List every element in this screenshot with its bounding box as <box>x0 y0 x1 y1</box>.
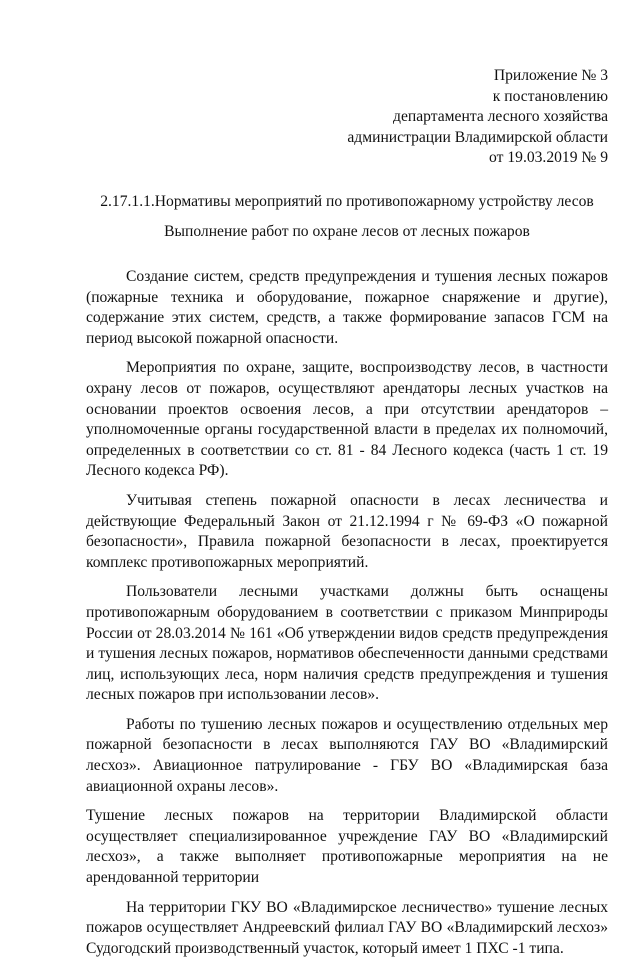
paragraph-territory: На территории ГКУ ВО «Владимирское лесничество» тушение лесных пожаров осуществляет Андреевский филиал ГАУ ВО «Владимирский лесхоз» Судогодский производственный участок, который имеет 1 ПХС -1 типа. <box>86 898 608 957</box>
document-body <box>86 267 608 968</box>
appendix-header <box>347 66 608 169</box>
paragraph-firefighting: Работы по тушению лесных пожаров и осуществлению отдельных мер пожарной безопасности в лесах выполняются ГАУ ВО «Владимирский лесхоз». Авиационное патрулирование - ГБУ ВО «Владимирская база авиационной охраны лесов». <box>86 715 608 795</box>
paragraph-measures: Мероприятия по охране, защите, воспроизводству лесов, в частности охрану лесов от пожаров, осуществляют арендаторы лесных участков на основании проектов освоения лесов, а при отсутствии арендаторов – уполномоченные органы государственной власти в пределах их полномочий, определенных в соответствии со ст. 81 - 84 Лесного кодекса (часть 1 ст. 19 Лесного кодекса РФ). <box>86 359 608 480</box>
header-line-department: департамента лесного хозяйства <box>393 108 608 126</box>
paragraph-equipment: Пользователи лесными участками должны быть оснащены противопожарным оборудованием в соответствии с приказом Минприроды России от 28.03.2014 № 161 «Об утверждении видов средств предупреждения и тушения лесных пожаров, нормативов обеспеченности данными средствами лиц, использующих леса, норм наличия средств предупреждения и тушения лесных пожаров при использовании лесов». <box>86 583 608 704</box>
paragraph-systems: Создание систем, средств предупреждения и тушения лесных пожаров (пожарные техника и оборудование, пожарное снаряжение и другие), содержание этих систем, средств, а также формирование запасов ГСМ на период высокой пожарной опасности. <box>86 268 608 347</box>
section-title: 2.17.1.1.Нормативы мероприятий по противопожарному устройству лесов <box>100 193 594 210</box>
paragraph-fire-danger: Учитывая степень пожарной опасности в лесах лесничества и действующие Федеральный Закон от 21.12.1994 г № 69-ФЗ «О пожарной безопасности», Правила пожарной безопасности в лесах, проектируется комплекс противопожарных мероприятий. <box>86 491 608 571</box>
section-subtitle: Выполнение работ по охране лесов от лесных пожаров <box>164 223 530 240</box>
header-line-date: от 19.03.2019 № 9 <box>489 149 608 167</box>
paragraph-specialized: Тушение лесных пожаров на территории Владимирской области осуществляет специализированное учреждение ГАУ ВО «Владимирский лесхоз», а также выполняет противопожарные мероприятия на не арендованной территории <box>86 807 608 887</box>
header-line-resolution: к постановлению <box>492 87 608 105</box>
header-line-administration: администрации Владимирской области <box>347 128 608 146</box>
header-line-appendix: Приложение № 3 <box>493 67 608 84</box>
